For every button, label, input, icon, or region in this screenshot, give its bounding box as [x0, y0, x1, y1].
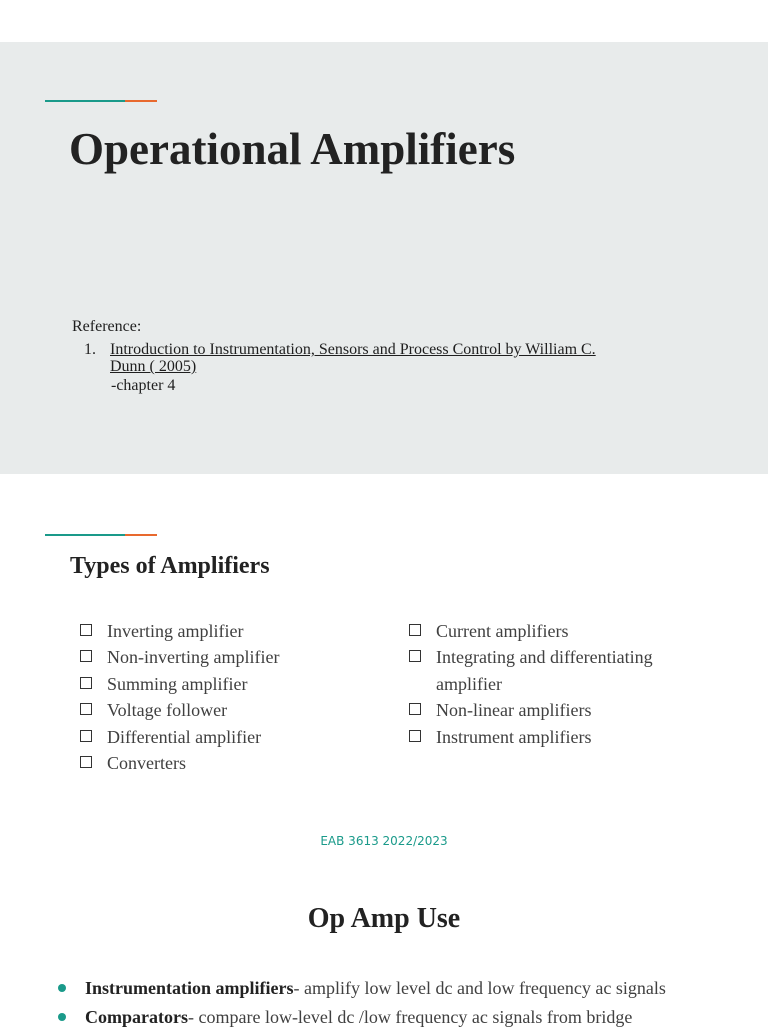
slide-title: Operational Amplifiers [69, 124, 516, 174]
checkbox-icon [80, 677, 92, 689]
amplifier-list-right [407, 618, 697, 750]
checkbox-icon [80, 730, 92, 742]
checkbox-icon [409, 730, 421, 742]
bullet-icon [58, 1013, 66, 1021]
amplifier-item [407, 724, 697, 750]
list-item-term: Instrumentation amplifiers [85, 978, 294, 998]
amplifier-item-label: Instrument amplifiers [436, 726, 592, 747]
checkbox-icon [409, 650, 421, 662]
reference-number: 1. [84, 341, 96, 358]
list-item [56, 1003, 666, 1032]
accent-line [45, 100, 157, 102]
slide-footer: EAB 3613 2022/2023 [320, 834, 448, 848]
amplifier-item [78, 671, 378, 697]
list-item-term: Comparators [85, 1007, 188, 1027]
amplifier-item-label: Summing amplifier [107, 673, 248, 694]
op-amp-use-list [56, 974, 666, 1032]
list-item [56, 974, 666, 1003]
amplifier-item [407, 618, 697, 644]
checkbox-icon [80, 703, 92, 715]
checkbox-icon [80, 650, 92, 662]
checkbox-icon [409, 703, 421, 715]
amplifier-item-label: Converters [107, 753, 186, 774]
amplifier-item-label: Non-inverting amplifier [107, 647, 280, 668]
title-slide [0, 42, 768, 474]
section-heading: Op Amp Use [307, 903, 461, 934]
amplifier-item-label: Voltage follower [107, 700, 228, 721]
accent-line [45, 534, 157, 536]
amplifier-item-label: Integrating and differentiating amplifier [436, 647, 653, 694]
reference-label: Reference: [72, 318, 142, 335]
amplifier-item [407, 697, 697, 723]
amplifier-item-label: Differential amplifier [107, 726, 262, 747]
reference-link[interactable]: Introduction to Instrumentation, Sensors and Process Control by William C. Dunn ( 2005) [110, 341, 596, 375]
amplifier-item [78, 750, 378, 776]
amplifier-item-label: Inverting amplifier [107, 621, 244, 641]
reference-chapter: -chapter 4 [111, 377, 176, 394]
amplifier-item [78, 618, 378, 644]
section-heading: Types of Amplifiers [70, 553, 270, 579]
checkbox-icon [80, 624, 92, 636]
list-item-text: - amplify low level dc and low frequency ac signals [293, 978, 666, 998]
amplifier-list-left [78, 618, 378, 776]
amplifier-item-label: Non-linear amplifiers [436, 700, 592, 721]
checkbox-icon [409, 624, 421, 636]
amplifier-item [78, 697, 378, 723]
amplifier-item [78, 644, 378, 670]
list-item-text: - compare low-level dc /low frequency ac signals from bridge [187, 1007, 633, 1027]
amplifier-item [407, 644, 697, 697]
checkbox-icon [80, 756, 92, 768]
amplifier-item [78, 724, 378, 750]
amplifier-item-label: Current amplifiers [436, 621, 569, 641]
bullet-icon [58, 984, 66, 992]
